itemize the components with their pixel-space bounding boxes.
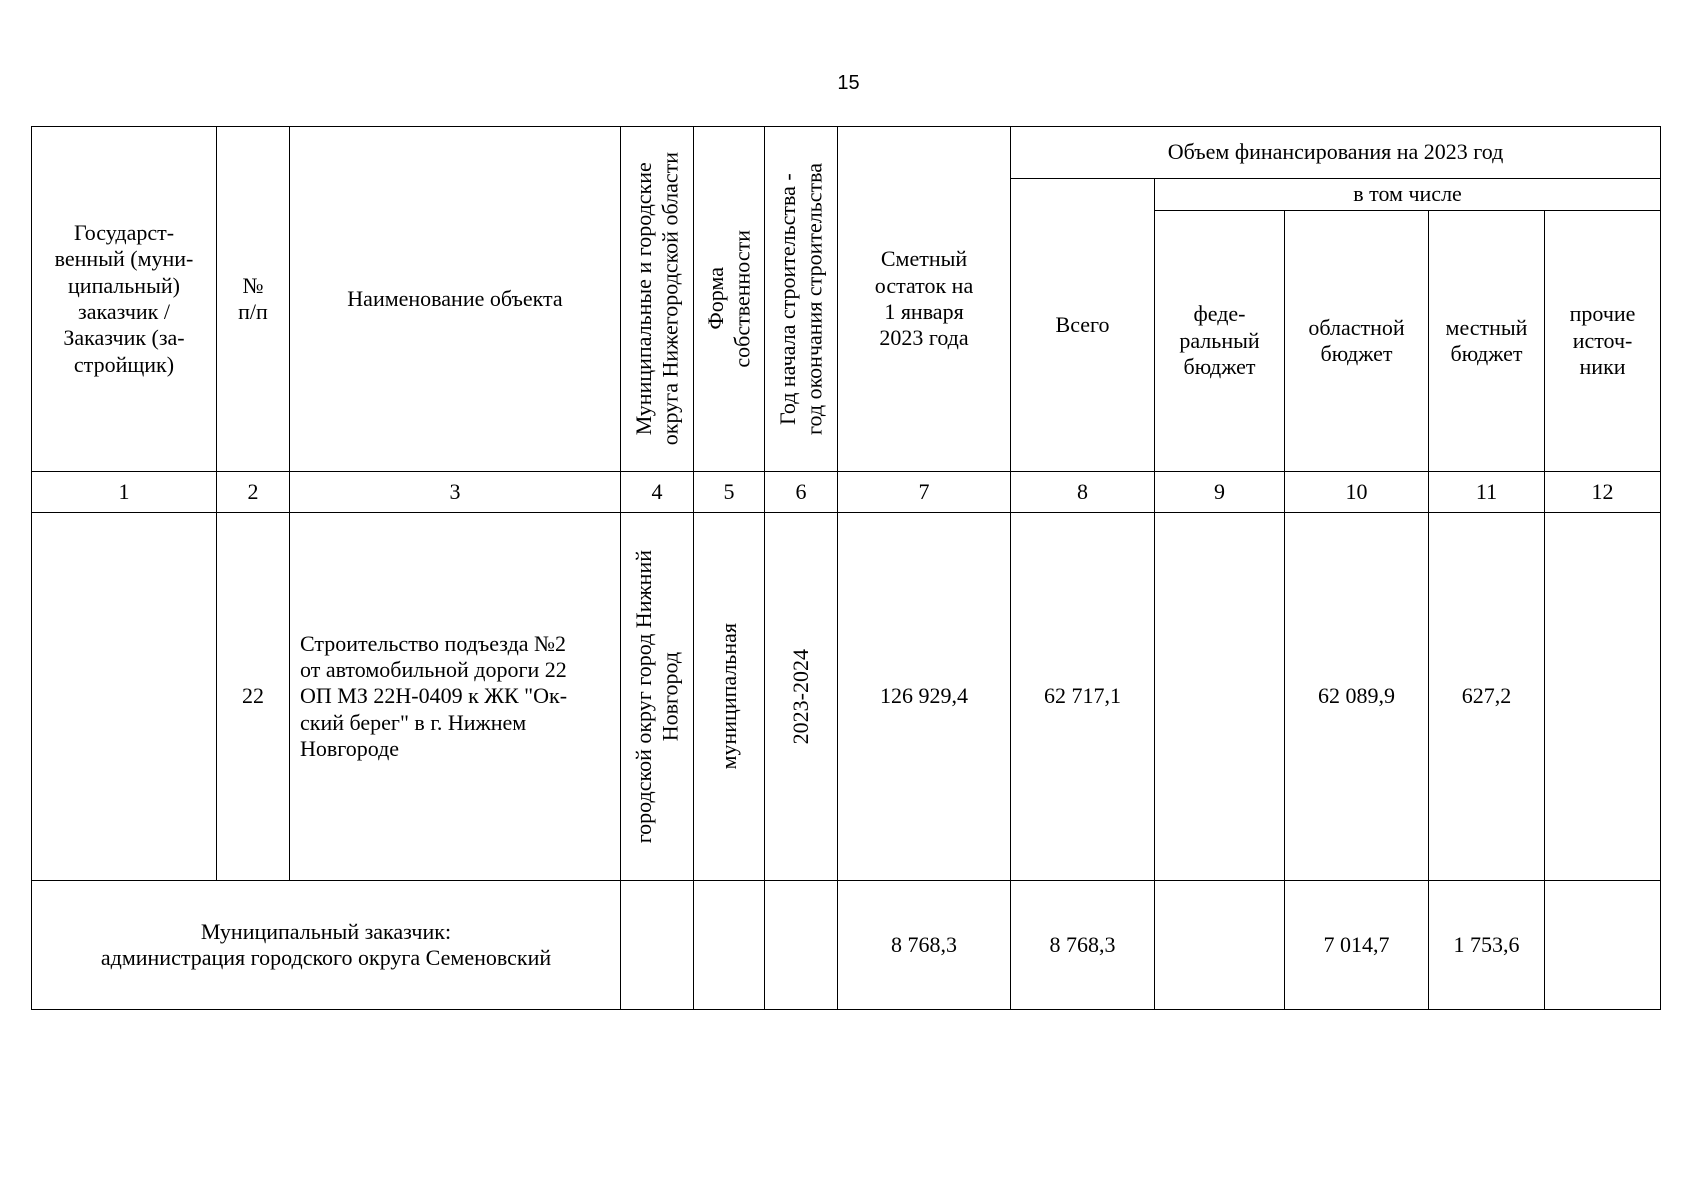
table-row <box>32 513 1661 881</box>
header-total: Всего <box>1011 179 1155 472</box>
column-number: 4 <box>621 472 694 513</box>
column-number: 9 <box>1155 472 1285 513</box>
header-customer: Государст- венный (муни- ципальный) заказчик / Заказчик (за- стройщик) <box>32 127 217 472</box>
row-estimated-balance: 126 929,4 <box>838 513 1011 881</box>
header-years: Год начала строительства - год окончания строительства <box>765 127 838 472</box>
row-municipality: городской округ город Нижний Новгород <box>621 513 694 881</box>
column-number: 8 <box>1011 472 1155 513</box>
column-number: 11 <box>1429 472 1545 513</box>
summary-regional: 7 014,7 <box>1285 881 1429 1010</box>
header-object-name: Наименование объекта <box>290 127 621 472</box>
row-total: 62 717,1 <box>1011 513 1155 881</box>
summary-municipality <box>621 881 694 1010</box>
header-municipalities: Муниципальные и городские округа Нижегородской области <box>621 127 694 472</box>
column-number: 12 <box>1545 472 1661 513</box>
column-number-row <box>32 472 1661 513</box>
header-local: местный бюджет <box>1429 211 1545 472</box>
summary-ownership <box>694 881 765 1010</box>
row-local: 627,2 <box>1429 513 1545 881</box>
row-customer <box>32 513 217 881</box>
column-number: 6 <box>765 472 838 513</box>
page-number: 15 <box>837 72 860 94</box>
header-row-1 <box>32 127 1661 179</box>
summary-local: 1 753,6 <box>1429 881 1545 1010</box>
row-object-name: Строительство подъезда №2 от автомобильной дороги 22 ОП МЗ 22Н-0409 к ЖК "Ок- ский берег" в г. Нижнем Новгороде <box>290 513 621 881</box>
summary-estimated-balance: 8 768,3 <box>838 881 1011 1010</box>
header-number: № п/п <box>217 127 290 472</box>
row-federal <box>1155 513 1285 881</box>
column-number: 7 <box>838 472 1011 513</box>
financing-table <box>31 126 1661 1010</box>
header-ownership: Форма собственности <box>694 127 765 472</box>
column-number: 3 <box>290 472 621 513</box>
column-number: 1 <box>32 472 217 513</box>
summary-federal <box>1155 881 1285 1010</box>
row-number: 22 <box>217 513 290 881</box>
summary-row <box>32 881 1661 1010</box>
header-other: прочие источ- ники <box>1545 211 1661 472</box>
header-including: в том числе <box>1155 179 1661 211</box>
header-regional: областной бюджет <box>1285 211 1429 472</box>
row-ownership: муниципальная <box>694 513 765 881</box>
summary-years <box>765 881 838 1010</box>
summary-total: 8 768,3 <box>1011 881 1155 1010</box>
summary-label: Муниципальный заказчик: администрация городского округа Семеновский <box>32 881 621 1010</box>
header-funding: Объем финансирования на 2023 год <box>1011 127 1661 179</box>
column-number: 2 <box>217 472 290 513</box>
column-number: 10 <box>1285 472 1429 513</box>
column-number: 5 <box>694 472 765 513</box>
header-estimated-balance: Сметный остаток на 1 января 2023 года <box>838 127 1011 472</box>
row-other <box>1545 513 1661 881</box>
summary-other <box>1545 881 1661 1010</box>
row-regional: 62 089,9 <box>1285 513 1429 881</box>
header-federal: феде- ральный бюджет <box>1155 211 1285 472</box>
row-years: 2023-2024 <box>765 513 838 881</box>
